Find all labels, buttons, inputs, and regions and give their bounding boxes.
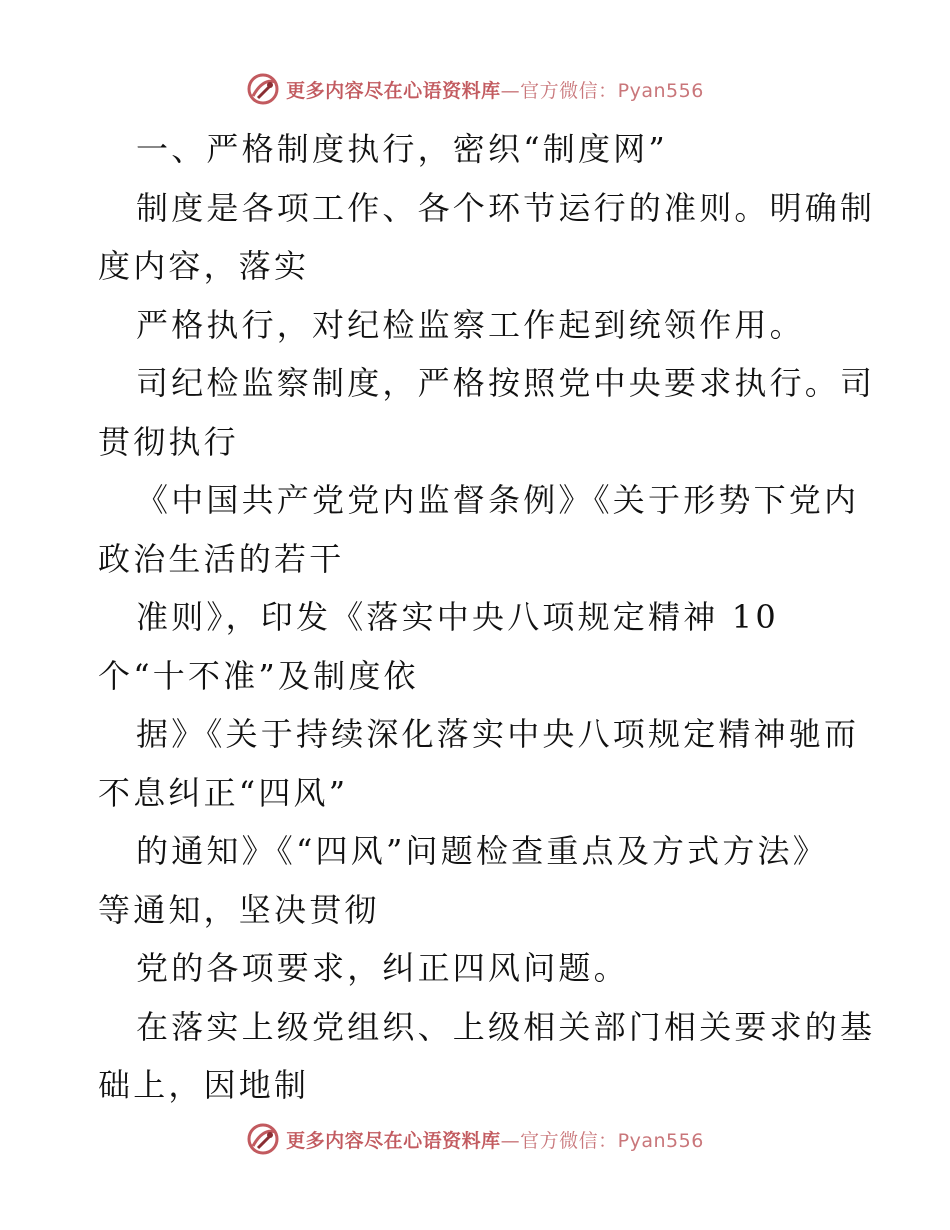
text-line: 度内容，落实 bbox=[98, 247, 310, 285]
text-line: 制度是各项工作、各个环节运行的准则。明确制 bbox=[136, 188, 876, 227]
watermark-text bbox=[286, 76, 704, 103]
text-line: 不息纠正“四风” bbox=[98, 773, 349, 812]
brand-logo-icon bbox=[246, 1122, 280, 1156]
text-line: 的通知》《“四风”问题检查重点及方式方法》 bbox=[136, 832, 828, 870]
watermark-contact: —官方微信：Pyan556 bbox=[500, 79, 704, 102]
watermark-brand: 更多内容尽在心语资料库 bbox=[286, 79, 501, 102]
watermark-text bbox=[286, 1126, 704, 1153]
text-line: 等通知，坚决贯彻 bbox=[98, 890, 380, 929]
text-line: 贯彻执行 bbox=[98, 422, 239, 461]
header-watermark bbox=[0, 72, 950, 106]
text-line: 一、严格制度执行，密织“制度网” bbox=[136, 130, 668, 168]
text-line: 政治生活的若干 bbox=[98, 539, 345, 578]
text-line: 个“十不准”及制度依 bbox=[98, 656, 419, 695]
watermark-contact: —官方微信：Pyan556 bbox=[500, 1129, 704, 1152]
watermark-brand: 更多内容尽在心语资料库 bbox=[286, 1129, 501, 1152]
text-line: 党的各项要求，纠正四风问题。 bbox=[136, 949, 629, 987]
document-body bbox=[98, 120, 876, 1115]
text-line: 据》《关于持续深化落实中央八项规定精神驰而 bbox=[136, 715, 860, 753]
text-line: 《中国共产党党内监督条例》《关于形势下党内 bbox=[136, 481, 860, 519]
text-line: 司纪检监察制度，严格按照党中央要求执行。司 bbox=[136, 364, 876, 402]
text-line: 准则》，印发《落实中央八项规定精神 10 bbox=[136, 598, 779, 636]
text-line: 严格执行，对纪检监察工作起到统领作用。 bbox=[136, 305, 805, 344]
footer-watermark bbox=[0, 1122, 950, 1156]
brand-logo-icon bbox=[246, 72, 280, 106]
text-line: 在落实上级党组织、上级相关部门相关要求的基 bbox=[136, 1007, 876, 1046]
text-line: 础上，因地制 bbox=[98, 1066, 310, 1104]
